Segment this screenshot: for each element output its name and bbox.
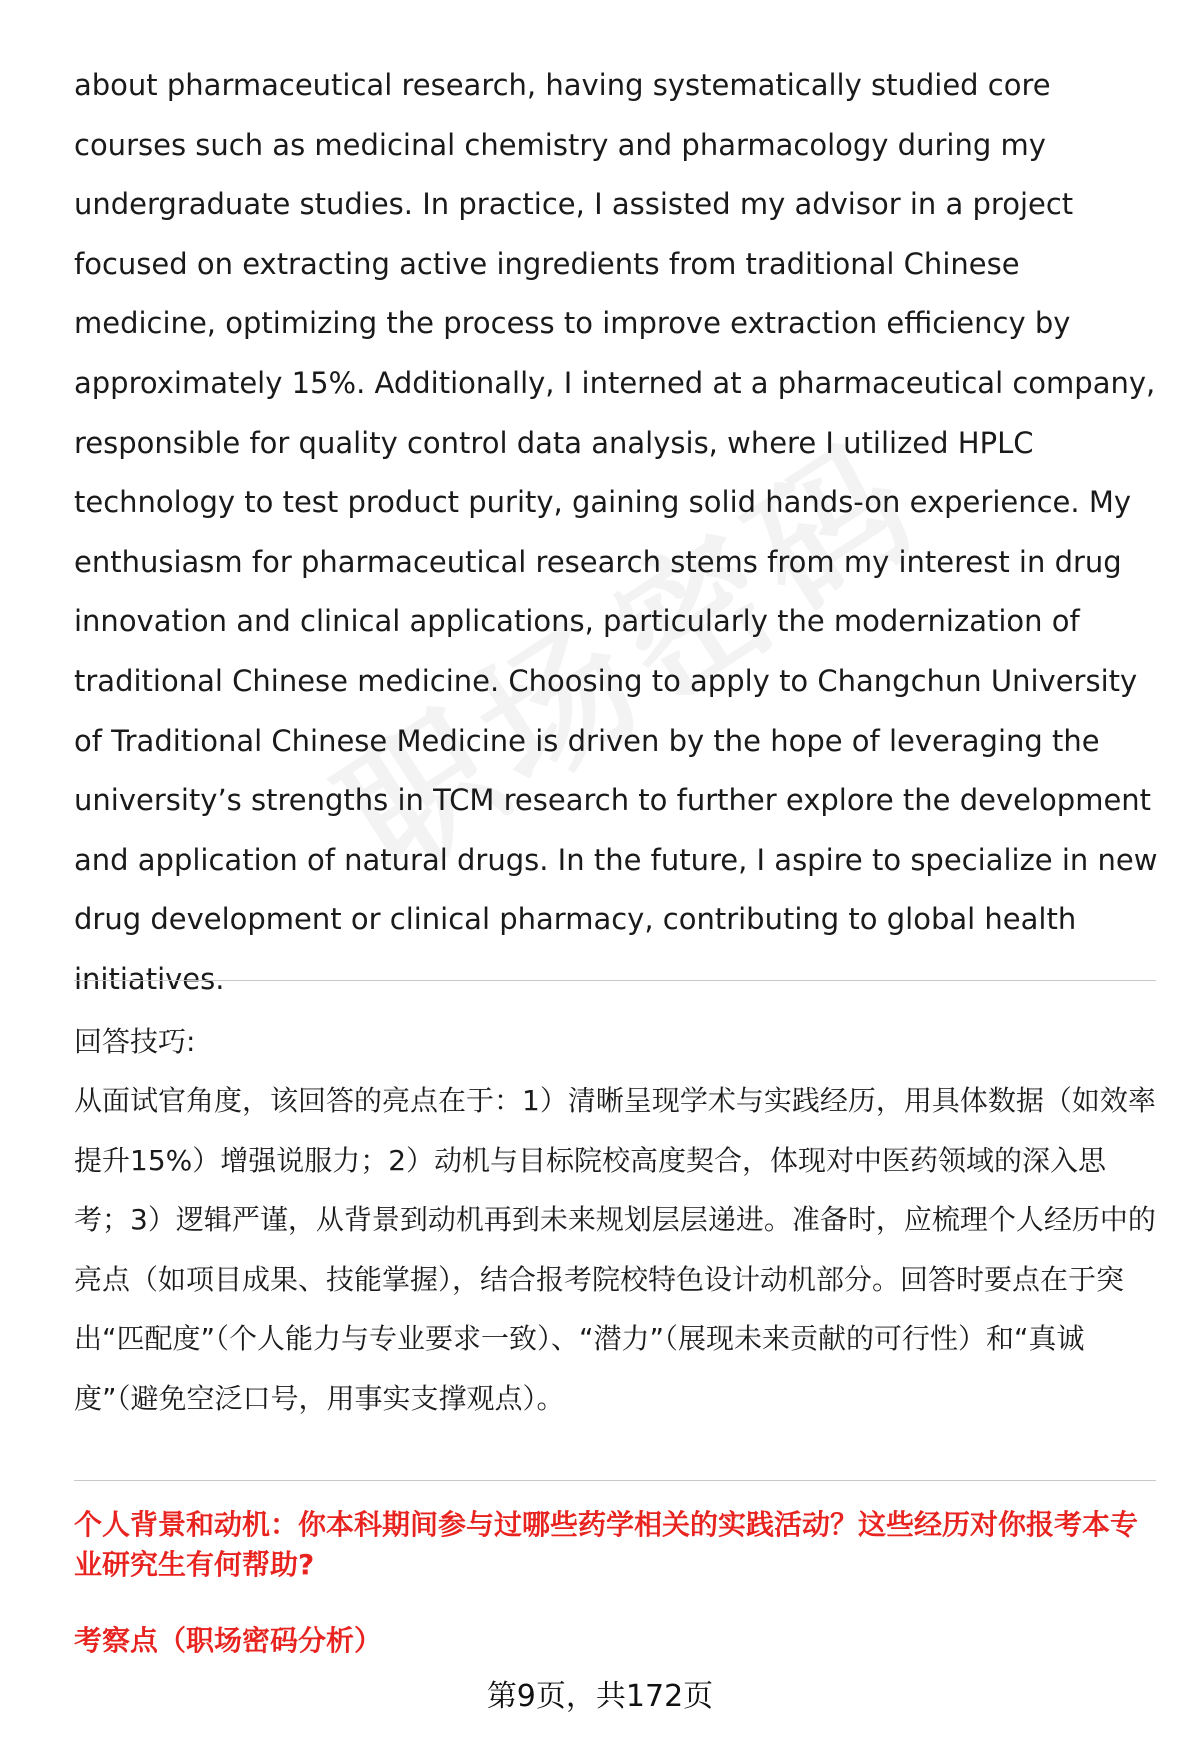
answer-paragraph: about pharmaceutical research, having systematically studied core courses such as medicinal chemistry and pharmacology during my undergraduate studies. In practice, I assisted my advisor in a project focused on extracting active ingredients from traditional Chinese medicine, optimizing the process to improve extraction efficiency by approximately 15%. Additionally, I interned at a pharmaceutical company, responsible for quality control data analysis, where I utilized HPLC technology to test product purity, gaining solid hands-on experience. My enthusiasm for pharmaceutical research stems from my interest in drug innovation and clinical applications, particularly the modernization of traditional Chinese medicine. Choosing to apply to Changchun University of Traditional Chinese Medicine is driven by the hope of leveraging the university’s strengths in TCM research to further explore the development and application of natural drugs. In the future, I aspire to specialize in new drug development or clinical pharmacy, contributing to global health initiatives.: [74, 68, 1158, 996]
next-question-heading: 个人背景和动机：你本科期间参与过哪些药学相关的实践活动？这些经历对你报考本专业研究生有何帮助?: [74, 1508, 1139, 1581]
exam-point-heading: 考察点（职场密码分析）: [74, 1624, 383, 1657]
section-divider: [74, 1480, 1156, 1481]
tips-heading: 回答技巧:: [74, 1025, 196, 1058]
tips-paragraph: 从面试官角度，该回答的亮点在于：1）清晰呈现学术与实践经历，用具体数据（如效率提升15%）增强说服力；2）动机与目标院校高度契合，体现对中医药领域的深入思考；3）逻辑严谨，从背景到动机再到未来规划层层递进。准备时，应梳理个人经历中的亮点（如项目成果、技能掌握），结合报考院校特色设计动机部分。回答时要点在于突出“匹配度”（个人能力与专业要求一致）、“潜力”（展现未来贡献的可行性）和“真诚度”（避免空泛口号，用事实支撑观点）。: [74, 1084, 1156, 1415]
page-number: 第9页，共172页: [486, 1679, 714, 1714]
section-divider: [74, 980, 1156, 981]
